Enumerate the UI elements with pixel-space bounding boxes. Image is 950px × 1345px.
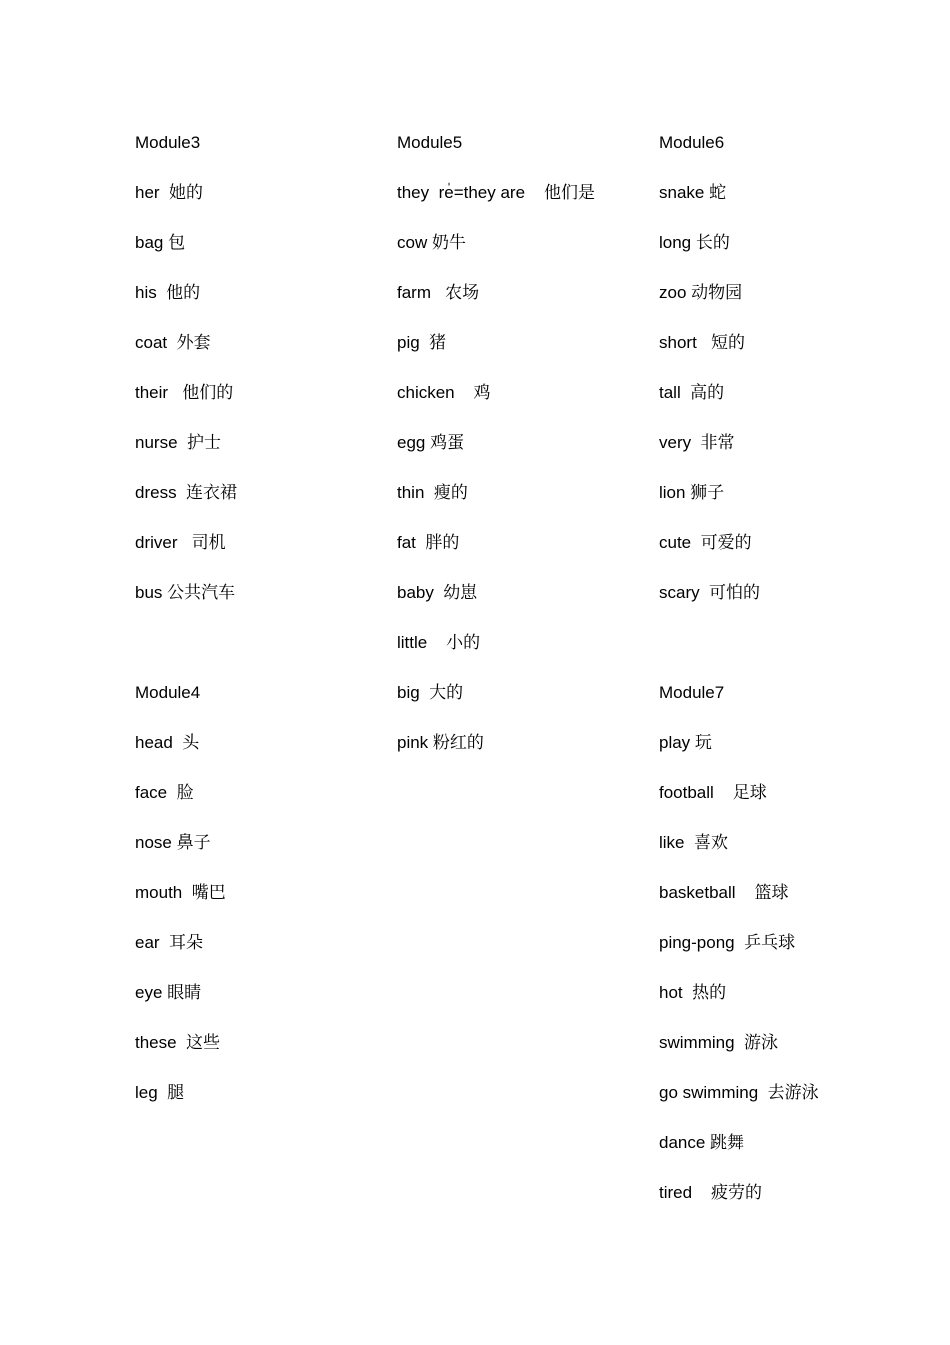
vocab-entry: driver 司机 [135,533,226,552]
vocab-entry: little 小的 [397,633,481,652]
vocab-entry: dance 跳舞 [659,1133,745,1152]
vocab-entry: big 大的 [397,683,464,702]
vocab-entry: scary 可怕的 [659,583,761,602]
vocab-entry: zoo 动物园 [659,283,743,302]
column-2 [397,132,647,782]
vocab-entry: dress 连衣裙 [135,483,238,502]
vocab-entry: nose 鼻子 [135,833,211,852]
vocab-entry: bag 包 [135,233,186,252]
vocab-entry: mouth 嘴巴 [135,883,226,902]
vocab-entry: their 他们的 [135,383,234,402]
module-heading: Module3 [135,133,201,152]
vocab-entry: hot 热的 [659,983,727,1002]
vocab-entry: baby 幼崽 [397,583,478,602]
module-heading: Module7 [659,683,725,702]
vocab-entry: leg 腿 [135,1083,185,1102]
vocab-entry: fat 胖的 [397,533,460,552]
vocab-entry: snake 蛇 [659,183,727,202]
vocab-entry: very 非常 [659,433,735,452]
vocab-entry: lion 狮子 [659,483,725,502]
vocab-entry: basketball 篮球 [659,883,789,902]
vocab-entry: tired 疲劳的 [659,1183,762,1202]
vocab-entry: egg 鸡蛋 [397,433,465,452]
module-heading: Module4 [135,683,201,702]
vocab-entry: ear 耳朵 [135,933,204,952]
vocab-entry: cute 可爱的 [659,533,752,552]
vocab-entry: these 这些 [135,1033,221,1052]
vocab-entry: football 足球 [659,783,767,802]
column-1 [135,132,385,1132]
vocab-entry: coat 外套 [135,333,211,352]
module-heading: Module6 [659,133,725,152]
vocab-entry: go swimming 去游泳 [659,1083,819,1102]
spacer-row [135,632,385,682]
vocab-entry: farm 农场 [397,283,480,302]
vocab-entry: cow 奶牛 [397,233,466,252]
vocab-entry: pink 粉红的 [397,733,484,752]
vocab-entry: long 长的 [659,233,730,252]
spacer-row [659,632,909,682]
vocab-entry: they re̍=they are 他们是 [397,183,595,202]
column-3 [659,132,909,1232]
vocab-entry: play 玩 [659,733,712,752]
vocab-entry: eye 眼睛 [135,983,202,1002]
vocab-entry: thin 瘦的 [397,483,468,502]
vocab-entry: swimming 游泳 [659,1033,779,1052]
module-heading: Module5 [397,133,463,152]
vocab-entry: like 喜欢 [659,833,728,852]
vocab-entry: nurse 护士 [135,433,221,452]
vocab-entry: tall 高的 [659,383,725,402]
vocab-entry: ping-pong 乒乓球 [659,933,796,952]
vocab-entry: bus 公共汽车 [135,583,236,602]
vocab-entry: short 短的 [659,333,745,352]
vocab-entry: chicken 鸡 [397,383,491,402]
vocab-entry: her 她的 [135,183,204,202]
vocab-entry: face 脸 [135,783,194,802]
vocab-entry: head 头 [135,733,200,752]
vocab-entry: his 他的 [135,283,201,302]
vocab-entry: pig 猪 [397,333,447,352]
